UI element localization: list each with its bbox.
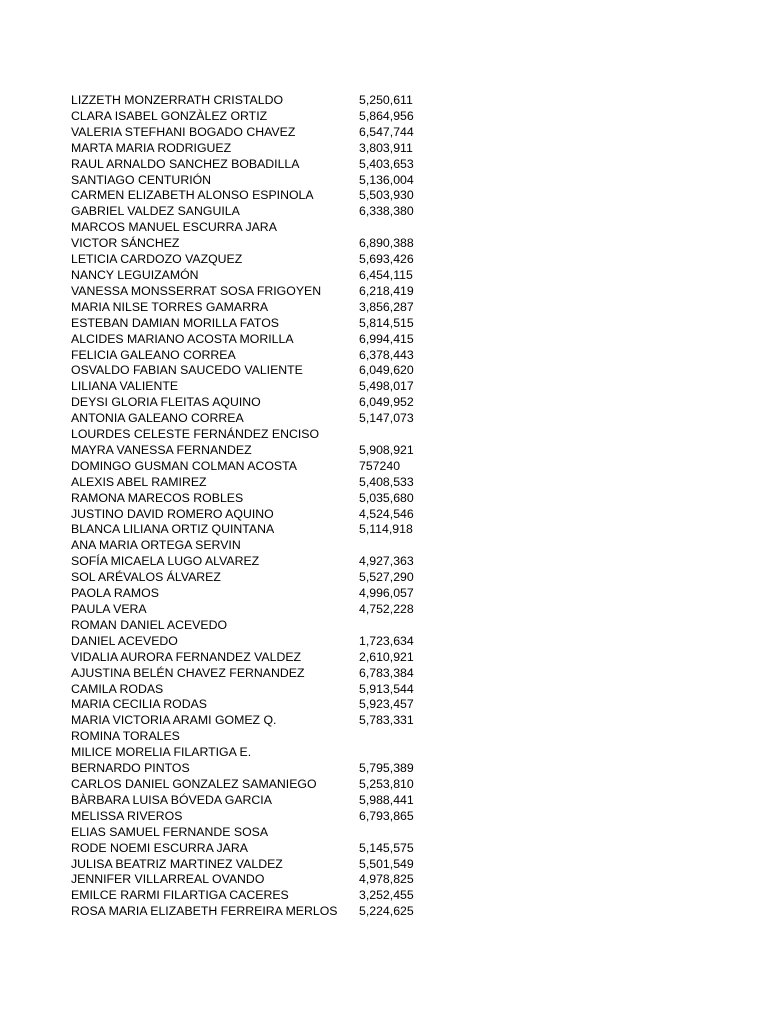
list-row [71,109,431,125]
amount-value [359,220,431,236]
list-row [71,348,431,364]
person-name: RAUL ARNALDO SANCHEZ BOBADILLA [71,156,300,171]
person-name: ALCIDES MARIANO ACOSTA MORILLA [71,331,294,346]
list-row [71,459,431,475]
list-row [71,841,431,857]
person-name: LIZZETH MONZERRATH CRISTALDO [71,93,284,107]
person-name: CARLOS DANIEL GONZALEZ SAMANIEGO [71,776,317,791]
person-name: LOURDES CELESTE FERNÁNDEZ ENCISO [71,427,320,442]
amount-value: 5,114,918 [359,522,413,537]
amount-value: 5,814,515 [359,315,414,330]
person-name: DANIEL ACEVEDO [71,633,178,648]
list-row [71,252,431,268]
list-row [71,220,431,236]
amount-value: 3,856,287 [359,299,414,314]
person-name: BLANCA LILIANA ORTIZ QUINTANA [71,522,275,537]
list-row [71,777,431,793]
name-value-list [71,93,431,920]
amount-value: 5,527,290 [359,570,414,585]
amount-value [359,618,431,634]
person-name: DEYSI GLORIA FLEITAS AQUINO [71,395,261,410]
amount-value: 5,408,533 [359,474,414,489]
list-row [71,729,431,745]
list-row [71,316,431,332]
person-name: ROMAN DANIEL ACEVEDO [71,617,228,632]
person-name: MARTA MARIA RODRIGUEZ [71,140,232,155]
amount-value: 1,723,634 [359,633,414,648]
list-row [71,141,431,157]
list-row [71,888,431,904]
amount-value: 5,923,457 [359,697,414,712]
list-row [71,204,431,220]
amount-value [359,825,431,841]
amount-value: 5,145,575 [359,840,414,855]
list-row [71,872,431,888]
list-row [71,697,431,713]
list-row [71,93,431,109]
person-name: JULISA BEATRIZ MARTINEZ VALDEZ [71,856,283,871]
amount-value: 5,913,544 [359,681,414,696]
list-row [71,332,431,348]
person-name: ROMINA TORALES [71,729,180,744]
person-name: MILICE MORELIA FILARTIGA E. [71,745,252,760]
list-row [71,650,431,666]
amount-value: 4,524,546 [359,506,414,521]
amount-value: 5,908,921 [359,442,414,457]
person-name: BÀRBARA LUISA BÓVEDA GARCIA [71,792,272,807]
person-name: MARCOS MANUEL ESCURRA JARA [71,220,277,235]
amount-value: 6,783,384 [359,665,414,680]
list-row [71,157,431,173]
list-row [71,570,431,586]
list-row [71,666,431,682]
person-name: MAYRA VANESSA FERNANDEZ [71,442,252,457]
list-row [71,793,431,809]
person-name: EMILCE RARMI FILARTIGA CACERES [71,888,289,903]
amount-value: 4,927,363 [359,554,414,569]
list-row [71,363,431,379]
person-name: VIDALIA AURORA FERNANDEZ VALDEZ [71,649,302,664]
person-name: SOFÍA MICAELA LUGO ALVAREZ [71,554,260,569]
person-name: ALEXIS ABEL RAMIREZ [71,474,207,489]
amount-value [359,745,431,761]
amount-value: 6,338,380 [359,204,414,219]
amount-value: 5,503,930 [359,188,414,203]
amount-value [359,729,431,745]
amount-value: 5,498,017 [359,379,414,394]
person-name: LETICIA CARDOZO VAZQUEZ [71,252,243,267]
list-row [71,825,431,841]
list-row [71,507,431,523]
person-name: LILIANA VALIENTE [71,379,179,394]
amount-value: 5,693,426 [359,252,414,267]
amount-value: 5,253,810 [359,776,414,791]
list-row [71,173,431,189]
amount-value: 6,890,388 [359,236,414,251]
person-name: CARMEN ELIZABETH ALONSO ESPINOLA [71,188,314,203]
amount-value [359,538,431,554]
person-name: BERNARDO PINTOS [71,761,190,776]
list-row [71,761,431,777]
person-name: AJUSTINA BELÉN CHAVEZ FERNANDEZ [71,665,305,680]
list-row [71,857,431,873]
list-row [71,395,431,411]
amount-value: 5,136,004 [359,172,414,187]
list-row [71,554,431,570]
person-name: ANTONIA GALEANO CORREA [71,411,244,426]
amount-value: 5,403,653 [359,156,414,171]
amount-value: 6,994,415 [359,331,414,346]
person-name: MARIA VICTORIA ARAMI GOMEZ Q. [71,713,277,728]
person-name: PAOLA RAMOS [71,586,159,601]
list-row [71,188,431,204]
amount-value: 6,793,865 [359,808,414,823]
list-row [71,379,431,395]
person-name: RODE NOEMI ESCURRA JARA [71,840,248,855]
amount-value: 3,803,911 [359,140,413,155]
person-name: ANA MARIA ORTEGA SERVIN [71,538,241,553]
amount-value: 5,988,441 [359,792,414,807]
list-row [71,491,431,507]
amount-value: 5,501,549 [359,856,414,871]
amount-value: 4,752,228 [359,602,414,616]
list-row [71,745,431,761]
person-name: VANESSA MONSSERRAT SOSA FRIGOYEN [71,283,322,298]
amount-value: 3,252,455 [359,888,414,903]
person-name: JUSTINO DAVID ROMERO AQUINO [71,506,274,521]
person-name: OSVALDO FABIAN SAUCEDO VALIENTE [71,363,303,378]
list-row [71,268,431,284]
person-name: JENNIFER VILLARREAL OVANDO [71,872,265,887]
person-name: MELISSA RIVEROS [71,808,183,823]
amount-value: 6,378,443 [359,347,414,362]
list-row [71,682,431,698]
list-row [71,586,431,602]
person-name: CAMILA RODAS [71,681,164,696]
list-row [71,300,431,316]
list-row [71,538,431,554]
amount-value: 5,250,611 [359,93,413,107]
amount-value: 6,547,744 [359,124,414,139]
person-name: PAULA VERA [71,602,147,616]
person-name: CLARA ISABEL GONZÀLEZ ORTIZ [71,108,268,123]
amount-value: 4,978,825 [359,872,414,887]
list-row [71,284,431,300]
list-row [71,411,431,427]
amount-value: 757240 [359,458,401,473]
person-name: FELICIA GALEANO CORREA [71,347,236,362]
list-row [71,634,431,650]
amount-value: 5,035,680 [359,490,414,505]
list-row [71,475,431,491]
amount-value: 5,783,331 [359,713,414,728]
list-row [71,713,431,729]
amount-value: 5,795,389 [359,761,414,776]
list-row [71,618,431,634]
person-name: SANTIAGO CENTURIÓN [71,172,212,187]
person-name: VALERIA STEFHANI BOGADO CHAVEZ [71,124,296,139]
person-name: GABRIEL VALDEZ SANGUILA [71,204,240,219]
list-row [71,809,431,825]
amount-value: 6,049,620 [359,363,414,378]
person-name: ROSA MARIA ELIZABETH FERREIRA MERLOS [71,904,338,919]
list-row [71,427,431,443]
amount-value: 6,049,952 [359,395,414,410]
list-row [71,125,431,141]
person-name: SOL ARÉVALOS ÁLVAREZ [71,570,221,585]
person-name: ELIAS SAMUEL FERNANDE SOSA [71,824,269,839]
person-name: NANCY LEGUIZAMÓN [71,267,199,282]
person-name: RAMONA MARECOS ROBLES [71,490,244,505]
amount-value [359,427,431,443]
person-name: MARIA CECILIA RODAS [71,697,207,712]
amount-value: 6,218,419 [359,283,414,298]
amount-value: 5,224,625 [359,904,414,919]
person-name: DOMINGO GUSMAN COLMAN ACOSTA [71,458,297,473]
list-row [71,236,431,252]
amount-value: 6,454,115 [359,267,413,282]
amount-value: 5,147,073 [359,411,414,426]
list-row [71,522,431,538]
list-row [71,443,431,459]
list-row [71,602,431,618]
person-name: ESTEBAN DAMIAN MORILLA FATOS [71,315,279,330]
person-name: VICTOR SÁNCHEZ [71,236,180,251]
amount-value: 5,864,956 [359,108,414,123]
amount-value: 2,610,921 [359,649,414,664]
amount-value: 4,996,057 [359,586,414,601]
list-row [71,904,431,920]
person-name: MARIA NILSE TORRES GAMARRA [71,299,269,314]
